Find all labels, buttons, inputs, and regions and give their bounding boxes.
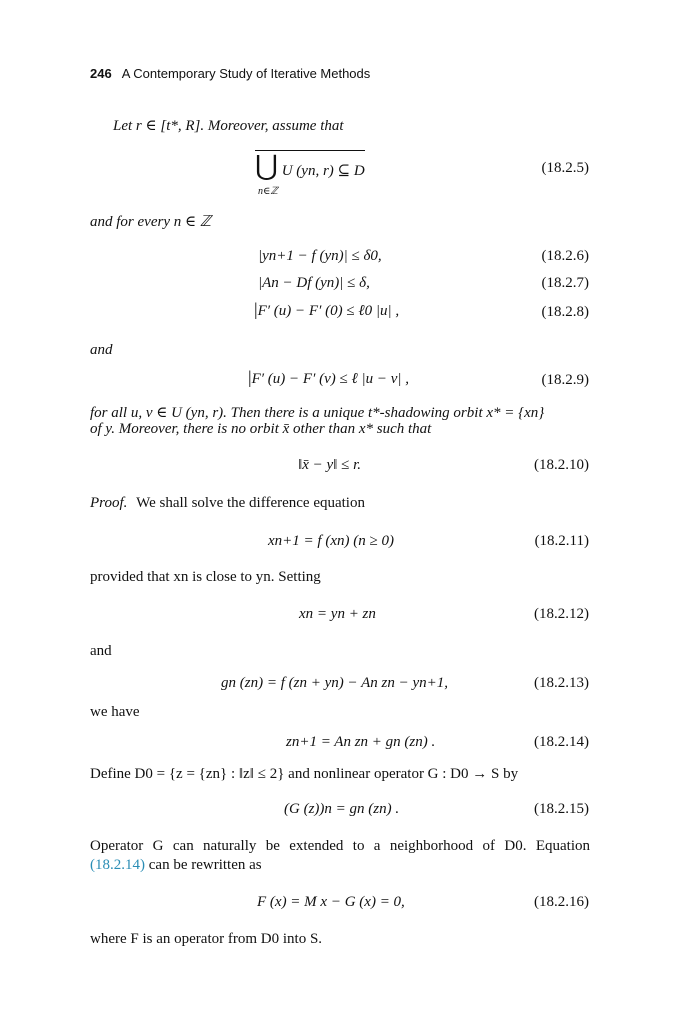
final-text: where F is an operator from D0 into S. xyxy=(90,931,323,947)
running-header xyxy=(90,66,370,81)
equation-18-2-8 xyxy=(254,300,399,320)
and-word: and xyxy=(90,643,112,659)
equation-number: (18.2.14) xyxy=(534,734,589,750)
proof-label: Proof. xyxy=(90,495,128,511)
intro-line: Let r ∈ [t*, R]. Moreover, assume that xyxy=(113,118,344,134)
equation-number: (18.2.6) xyxy=(541,248,589,264)
norm-bar-left: | xyxy=(254,299,258,319)
equation-number: (18.2.5) xyxy=(541,160,589,176)
equation-18-2-12: xn = yn + zn xyxy=(299,606,376,622)
theorem-text-line-2: of y. Moreover, there is no orbit x̄ other than x* such that xyxy=(90,421,432,437)
bigcup-symbol: ⋃ xyxy=(255,151,278,182)
running-title: A Contemporary Study of Iterative Methods xyxy=(121,66,371,81)
operator-text-rest: can be rewritten as xyxy=(148,857,262,873)
equation-body: F′ (u) − F′ (0) ≤ ℓ0 |u| , xyxy=(257,303,400,319)
equation-body: U (yn, r) ⊆ D xyxy=(281,163,365,179)
provided-text: provided that xn is close to yn. Setting xyxy=(90,569,321,585)
equation-number: (18.2.15) xyxy=(534,801,589,817)
operator-text-line-2 xyxy=(90,857,262,874)
equation-reference-link[interactable]: (18.2.14) xyxy=(90,857,145,873)
equation-18-2-6: |yn+1 − f (yn)| ≤ δ0, xyxy=(258,248,382,264)
operator-text-line-1: Operator G can naturally be extended to a neighborhood of D0. Equation xyxy=(90,838,590,854)
equation-18-2-5 xyxy=(255,150,365,181)
equation-18-2-16: F (x) = M x − G (x) = 0, xyxy=(257,894,405,910)
proof-paragraph xyxy=(90,495,365,512)
equation-number: (18.2.10) xyxy=(534,457,589,473)
union-expression xyxy=(255,150,365,181)
define-text: Define D0 = {z = {zn} : ‖z‖ ≤ 2} and nonlinear operator G : D0 → S by xyxy=(90,766,519,782)
equation-number: (18.2.13) xyxy=(534,675,589,691)
we-have-text: we have xyxy=(90,704,140,720)
proof-text: We shall solve the difference equation xyxy=(136,495,365,511)
equation-18-2-14: zn+1 = An zn + gn (zn) . xyxy=(286,734,436,750)
equation-number: (18.2.12) xyxy=(534,606,589,622)
equation-18-2-9 xyxy=(248,368,409,388)
page-number: 246 xyxy=(90,66,112,81)
equation-number: (18.2.16) xyxy=(534,894,589,910)
for-every-line: and for every n ∈ ℤ xyxy=(90,214,211,230)
equation-18-2-13: gn (zn) = f (zn + yn) − An zn − yn+1, xyxy=(221,675,448,691)
equation-18-2-15: (G (z))n = gn (zn) . xyxy=(284,801,400,817)
equation-18-2-7: |An − Df (yn)| ≤ δ, xyxy=(258,275,370,291)
equation-body: F′ (u) − F′ (v) ≤ ℓ |u − v| , xyxy=(251,371,410,387)
norm-bar-left: | xyxy=(248,367,252,387)
equation-number: (18.2.8) xyxy=(541,304,589,320)
equation-number: (18.2.9) xyxy=(541,372,589,388)
and-word: and xyxy=(90,342,113,358)
equation-18-2-10: ‖x̄ − y‖ ≤ r. xyxy=(298,457,362,473)
equation-number: (18.2.11) xyxy=(534,533,589,549)
equation-18-2-11: xn+1 = f (xn) (n ≥ 0) xyxy=(268,533,394,549)
equation-number: (18.2.7) xyxy=(541,275,589,291)
theorem-text-line-1: for all u, v ∈ U (yn, r). Then there is a unique t*-shadowing orbit x* = {xn} xyxy=(90,405,545,421)
union-subscript: n∈ℤ xyxy=(258,186,278,197)
